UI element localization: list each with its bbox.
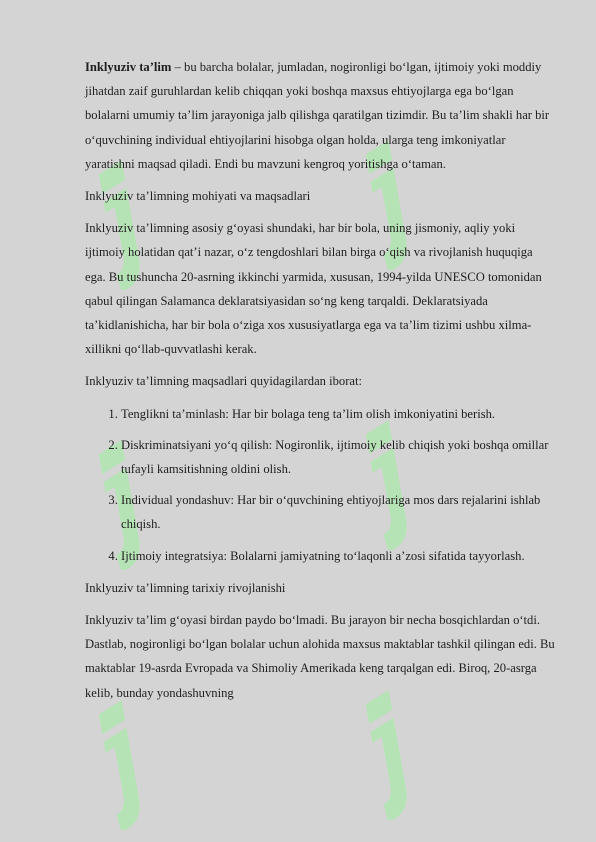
section-heading-essence: Inklyuziv ta’limning mohiyati va maqsadlari [85, 189, 311, 204]
section-heading-history: Inklyuziv ta’limning tarixiy rivojlanishi [85, 580, 286, 595]
intro-paragraph [85, 55, 555, 176]
list-item: 2. Diskriminatsiyani yo‘q qilish: Nogironlik, ijtimoiy kelib chiqish yoki boshqa omillar tufayli kamsitishning oldini olish. [121, 433, 555, 481]
document-body [85, 55, 555, 713]
goals-intro: Inklyuziv ta’limning maqsadlari quyidagilardan iborat: [85, 374, 362, 389]
logo-watermark-icon [98, 700, 158, 830]
list-item: 3. Individual yondashuv: Har bir o‘quvchining ehtiyojlariga mos dars rejalarini ishlab chiqish. [121, 488, 555, 536]
intro-text: – bu barcha bolalar, jumladan, nogironligi bo‘lgan, ijtimoiy yoki moddiy jihatdan zaif guruhlardan kelib chiqqan yoki boshqa maxsus ehtiyojlarga ega bo‘lgan bolalarni umumiy ta’lim jarayoniga jalb qilishga qaratilgan tizimdir. Bu ta’lim shakli har bir o‘quvchining individual ehtiyojlarini hisobga olgan holda, ularga teng imkoniyatlar yaratishni maqsad qiladi. Endi bu mavzuni kengroq yoritishga o‘taman. [85, 60, 550, 171]
list-item: 1. Tenglikni ta’minlash: Har bir bolaga teng ta’lim olish imkoniyatini berish. [121, 402, 555, 426]
section-paragraph-essence: Inklyuziv ta’limning asosiy g‘oyasi shundaki, har bir bola, uning jismoniy, aqliy yoki ijtimoiy holatidan qat’i nazar, o‘z tengdoshlari bilan birga o‘qish va rivojlanish huquqiga ega. Bu tushuncha 20-asrning ikkinchi yarmida, xususan, 1994-yilda UNESCO tomonidan qabul qilingan Salamanca deklaratsiyasidan so‘ng keng tarqaldi. Deklaratsiyada ta’kidlanishicha, har bir bola o‘ziga xos xususiyatlarga ega va ta’lim tizimi ushbu xilma-xillikni qo‘llab-quvvatlashi kerak. [85, 221, 542, 357]
goals-list [85, 402, 555, 568]
list-item: 4. Ijtimoiy integratsiya: Bolalarni jamiyatning to‘laqonli a’zosi sifatida tayyorlash. [121, 544, 555, 568]
intro-term: Inklyuziv ta’lim [85, 60, 172, 74]
section-paragraph-history: Inklyuziv ta’lim g‘oyasi birdan paydo bo‘lmadi. Bu jarayon bir necha bosqichlardan o‘tdi. Dastlab, nogironligi bo‘lgan bolalar uchun alohida maxsus maktablar tashkil qilingan edi. Bu maktablar 19-asrda Evropada va Shimoliy Amerikada keng tarqalgan edi. Biroq, 20-asrga kelib, bunday yondashuvning [85, 613, 555, 700]
